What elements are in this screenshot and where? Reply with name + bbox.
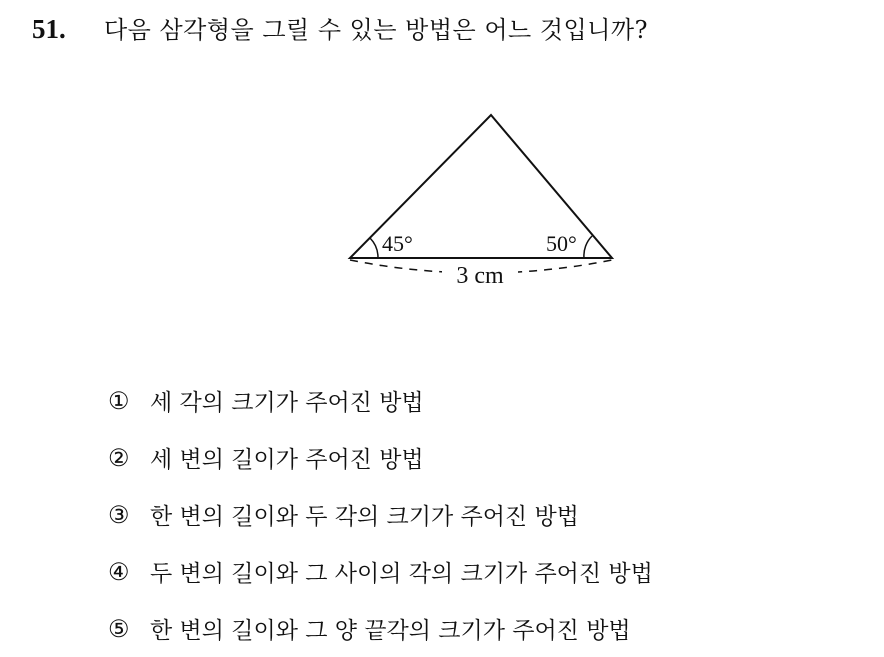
question-number: 51. [32, 14, 66, 44]
left-angle-label: 45° [382, 231, 413, 256]
choice-text: 세 변의 길이가 주어진 방법 [150, 447, 424, 473]
answer-choices [108, 372, 653, 657]
choice-2[interactable] [108, 429, 653, 486]
left-angle-arc [370, 238, 378, 258]
question-header [32, 12, 648, 47]
choice-text: 두 변의 길이와 그 사이의 각의 크기가 주어진 방법 [150, 561, 653, 587]
choice-5[interactable] [108, 600, 653, 657]
triangle-figure [336, 100, 636, 300]
base-length-label: 3 cm [456, 263, 504, 289]
choice-number: ② [108, 443, 130, 472]
choice-1[interactable] [108, 372, 653, 429]
choice-text: 한 변의 길이와 두 각의 크기가 주어진 방법 [150, 504, 579, 530]
choice-text: 한 변의 길이와 그 양 끝각의 크기가 주어진 방법 [150, 618, 631, 644]
right-angle-label: 50° [546, 231, 577, 256]
choice-4[interactable] [108, 543, 653, 600]
choice-number: ⑤ [108, 614, 130, 643]
choice-number: ④ [108, 557, 130, 586]
choice-number: ③ [108, 500, 130, 529]
choice-text: 세 각의 크기가 주어진 방법 [150, 390, 424, 416]
right-angle-arc [584, 236, 592, 258]
choice-3[interactable] [108, 486, 653, 543]
question-text: 다음 삼각형을 그릴 수 있는 방법은 어느 것입니까? [104, 16, 648, 44]
choice-number: ① [108, 386, 130, 415]
